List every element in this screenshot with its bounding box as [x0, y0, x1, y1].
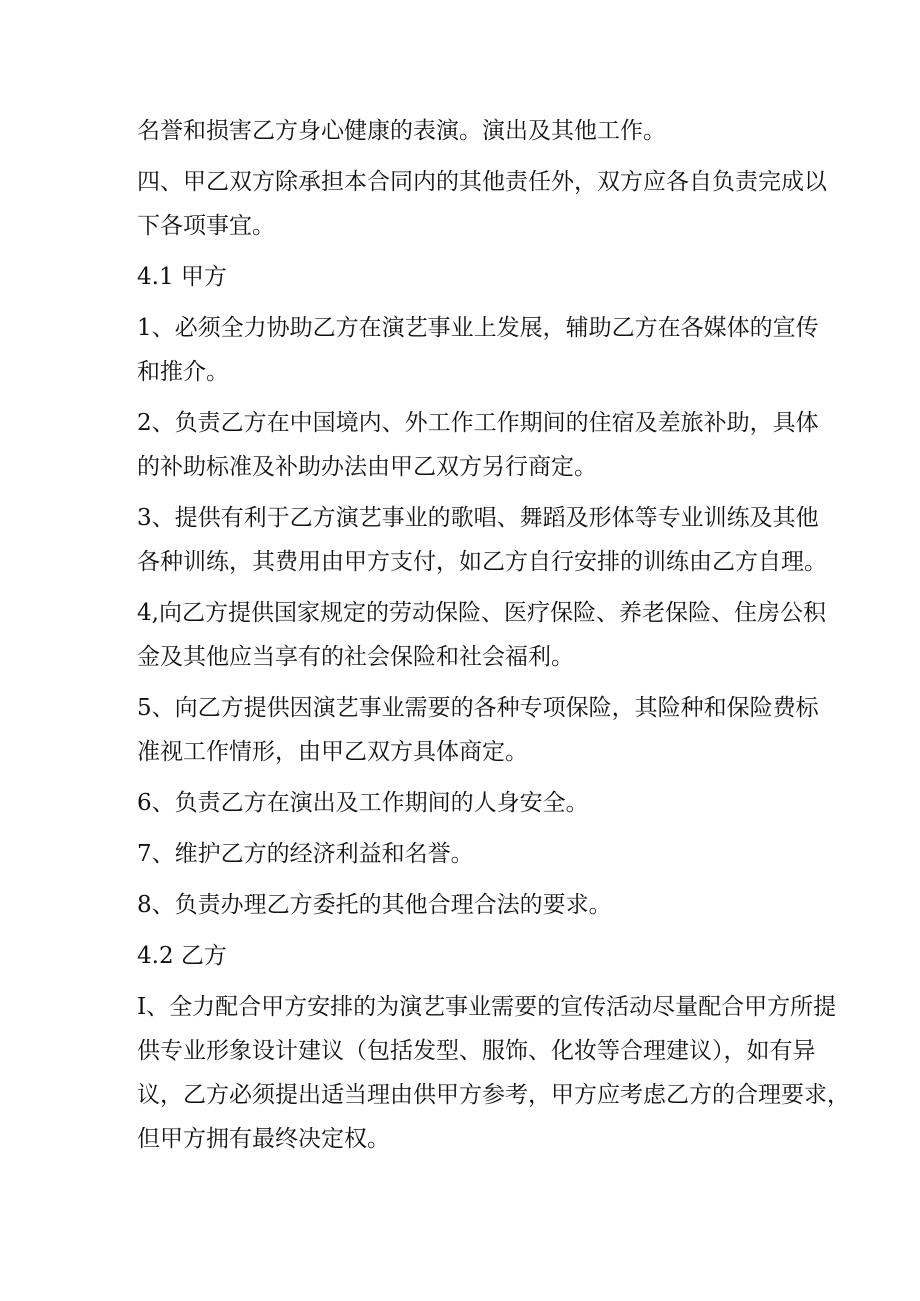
text-line: 和推介。	[137, 359, 229, 385]
text-line: 5、向乙方提供因演艺事业需要的各种专项保险，其险种和保险费标	[137, 695, 819, 721]
text-line: 3、提供有利于乙方演艺事业的歌唱、舞蹈及形体等专业训练及其他	[137, 505, 819, 531]
text-line: 但甲方拥有最终决定权。	[137, 1126, 390, 1152]
document-body	[137, 109, 850, 1161]
text-line: I、全力配合甲方安排的为演艺事业需要的宣传活动尽量配合甲方所提	[137, 994, 837, 1020]
section-heading: 4.1 甲方	[137, 264, 227, 290]
text-line: 准视工作情形，由甲乙双方具体商定。	[137, 739, 528, 765]
text-line: 4,向乙方提供国家规定的劳动保险、医疗保险、养老保险、住房公积	[137, 600, 826, 626]
text-line: 6、负责乙方在演出及工作期间的人身安全。	[137, 790, 589, 816]
text-line: 四、甲乙双方除承担本合同内的其他责任外，双方应各自负责完成以	[137, 169, 827, 195]
text-line: 议，乙方必须提出适当理由供甲方参考，甲方应考虑乙方的合理要求，	[137, 1082, 850, 1108]
text-line: 8、负责办理乙方委托的其他合理合法的要求。	[137, 892, 612, 918]
text-line: 下各项事宜。	[137, 213, 275, 239]
text-line: 各种训练，其费用由甲方支付，如乙方自行安排的训练由乙方自理。	[137, 549, 827, 575]
text-line: 的补助标准及补助办法由甲乙双方另行商定。	[137, 454, 597, 480]
text-line: 1、必须全力协助乙方在演艺事业上发展，辅助乙方在各媒体的宣传	[137, 315, 819, 341]
text-line: 金及其他应当享有的社会保险和社会福利。	[137, 644, 574, 670]
text-line: 供专业形象设计建议（包括发型、服饰、化妆等合理建议），如有异	[137, 1038, 816, 1064]
section-heading: 4.2 乙方	[137, 943, 227, 969]
text-line: 2、负责乙方在中国境内、外工作工作期间的住宿及差旅补助，具体	[137, 410, 819, 436]
text-line: 名誉和损害乙方身心健康的表演。演出及其他工作。	[137, 118, 666, 144]
text-line: 7、维护乙方的经济利益和名誉。	[137, 841, 474, 867]
